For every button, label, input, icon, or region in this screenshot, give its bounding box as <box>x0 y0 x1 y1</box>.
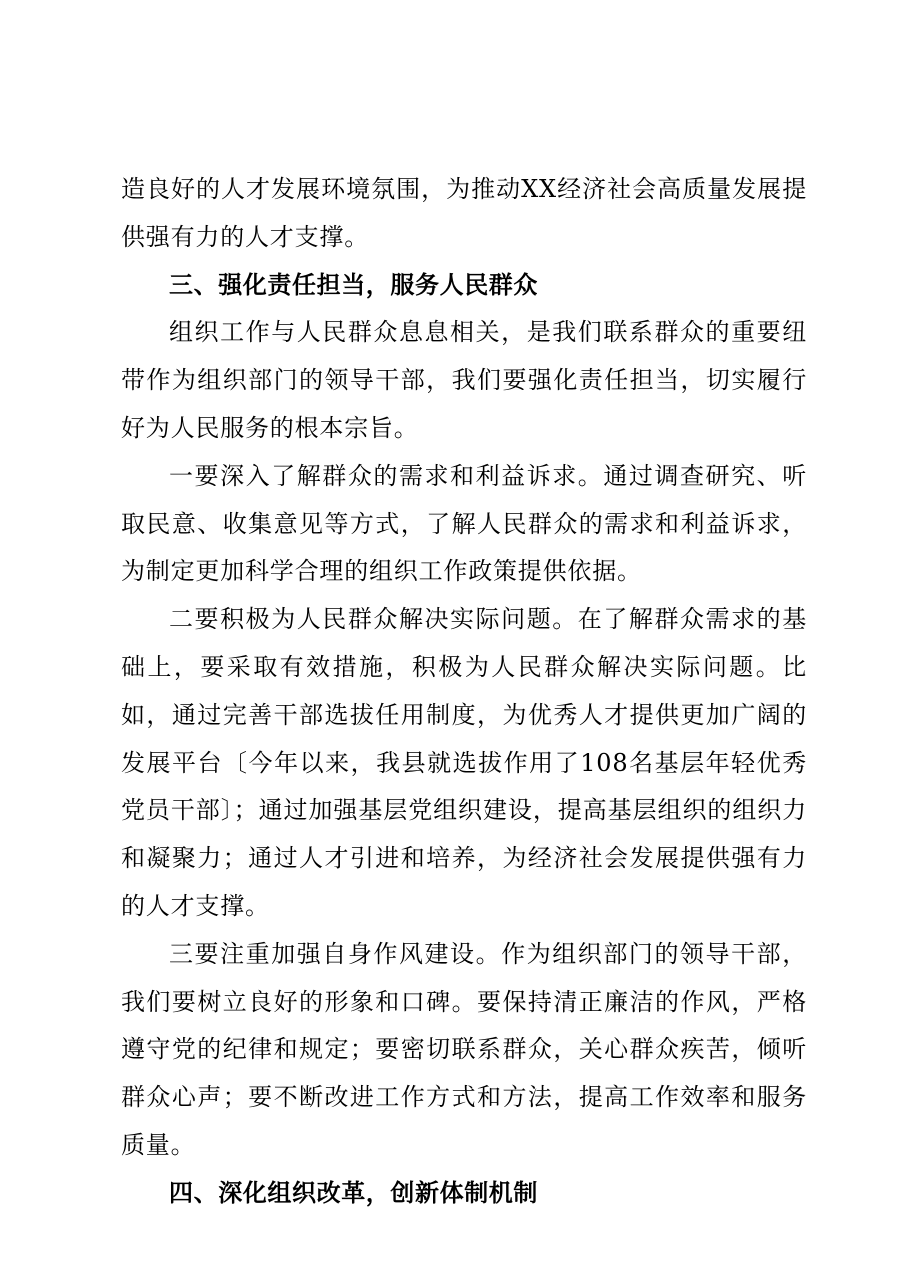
paragraph-intro: 组织工作与人民群众息息相关，是我们联系群众的重要纽带作为组织部门的领导干部，我们要强化责任担当，切实履行好为人民服务的根本宗旨。 <box>121 318 807 442</box>
paragraph-point-one: 一要深入了解群众的需求和利益诉求。通过调查研究、听取民意、收集意见等方式，了解人民群众的需求和利益诉求，为制定更加科学合理的组织工作政策提供依据。 <box>121 461 807 586</box>
section-heading-three: 三、强化责任担当，服务人民群众 <box>169 270 538 299</box>
document-body <box>121 166 807 1218</box>
paragraph-point-three: 三要注重加强自身作风建设。作为组织部门的领导干部，我们要树立良好的形象和口碑。要保持清正廉洁的作风，严格遵守党的纪律和规定；要密切联系群众，关心群众疾苦，倾听群众心声；要不断改进工作方式和方法，提高工作效率和服务质量。 <box>121 939 807 1159</box>
paragraph-continuation: 造良好的人才发展环境氛围，为推动XX经济社会高质量发展提供强有力的人才支撑。 <box>121 175 807 251</box>
paragraph-point-two: 二要积极为人民群众解决实际问题。在了解群众需求的基础上，要采取有效措施，积极为人民群众解决实际问题。比如，通过完善干部选拔任用制度，为优秀人才提供更加广阔的发展平台〔今年以来，我县就选拔作用了108名基层年轻优秀党员干部〕；通过加强基层党组织建设，提高基层组织的组织力和凝聚力；通过人才引进和培养，为经济社会发展提供强有力的人才支撑。 <box>121 605 807 920</box>
section-heading-four: 四、深化组织改革，创新体制机制 <box>169 1178 538 1207</box>
